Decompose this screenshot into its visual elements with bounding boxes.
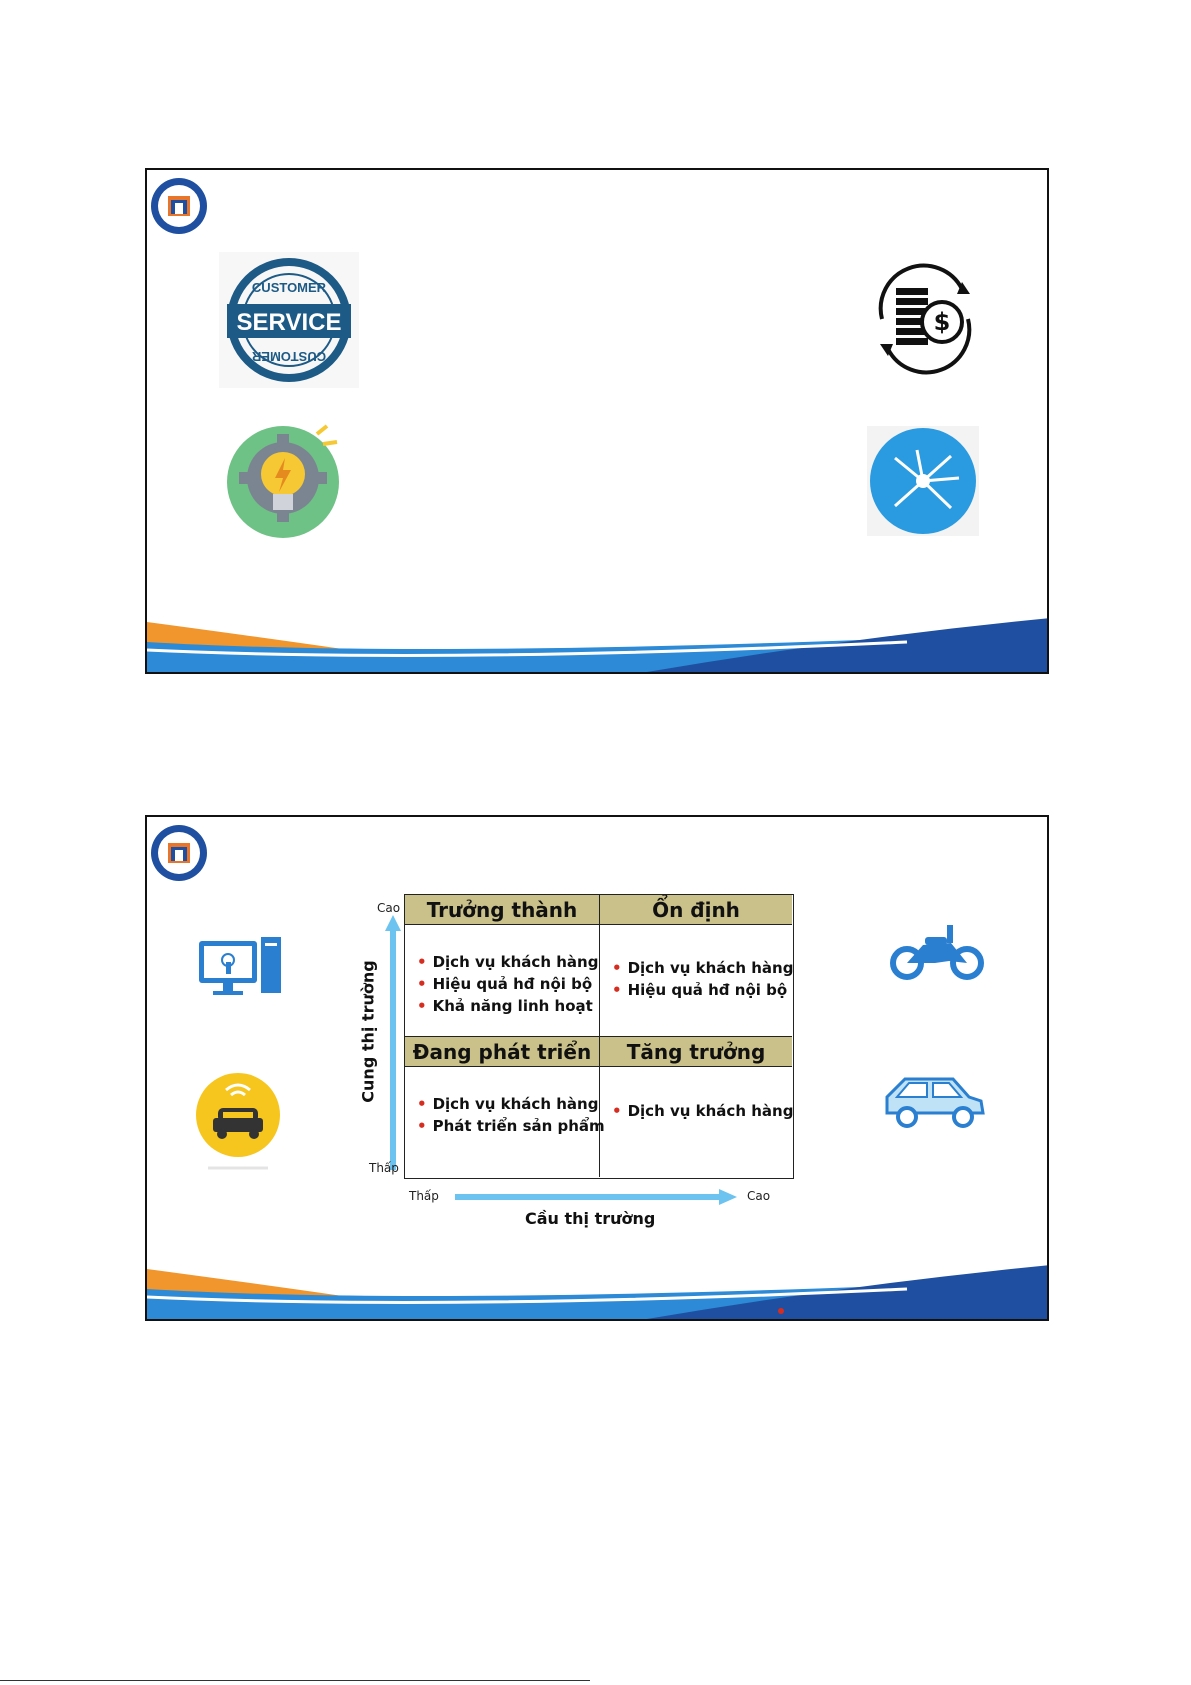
matrix-cell-on-dinh: [600, 895, 792, 1037]
matrix-cell-dang-phat-trien: [405, 1037, 605, 1177]
matrix-cell-tang-truong: [600, 1037, 792, 1177]
cell-list: [417, 951, 598, 1017]
cell-list: [612, 957, 793, 1001]
market-matrix: [404, 894, 794, 1179]
badge-bottom-text: CUSTOMER: [251, 349, 327, 364]
connected-car-icon: [193, 1070, 283, 1170]
customer-service-badge-icon: [219, 252, 359, 388]
university-logo-icon: [149, 176, 209, 236]
svg-text:$: $: [933, 308, 951, 336]
computer-touch-icon: [197, 935, 285, 999]
list-item: • Phát triển sản phẩm: [417, 1115, 605, 1137]
cell-title: Đang phát triển: [405, 1037, 599, 1067]
list-item: • Hiệu quả hđ nội bộ: [612, 979, 793, 1001]
matrix-cell-truong-thanh: [405, 895, 600, 1037]
cell-title: Trưởng thành: [405, 895, 599, 925]
money-exchange-icon: [862, 256, 988, 382]
cell-title: Tăng trưởng: [600, 1037, 792, 1067]
list-item: • Dịch vụ khách hàng: [417, 1093, 605, 1115]
page-bottom-rule: [0, 1680, 590, 1681]
list-item: • Dịch vụ khách hàng: [612, 1100, 793, 1122]
x-axis-low-label: Thấp: [409, 1189, 439, 1203]
x-axis-title: Cầu thị trường: [525, 1209, 656, 1228]
network-arrows-icon: [867, 426, 979, 536]
x-axis-high-label: Cao: [747, 1189, 771, 1203]
list-item: • Dịch vụ khách hàng: [612, 957, 793, 979]
slide-1: [145, 168, 1049, 674]
car-icon: [883, 1073, 987, 1131]
list-item: • Dịch vụ khách hàng: [417, 951, 598, 973]
list-item: • Hiệu quả hđ nội bộ: [417, 973, 598, 995]
y-axis-low-label: Thấp: [369, 1161, 399, 1175]
cell-list: [417, 1093, 605, 1137]
y-axis-title: Cung thị trường: [358, 960, 378, 1103]
motorcycle-icon: [889, 921, 985, 981]
footer-wave-decoration: [147, 602, 1049, 672]
cell-title: Ổn định: [600, 895, 792, 925]
university-logo-icon: [149, 823, 209, 883]
footer-wave-decoration: [147, 1249, 1049, 1319]
y-axis-high-label: Cao: [377, 901, 401, 915]
list-item: • Khả năng linh hoạt: [417, 995, 598, 1017]
y-axis-arrow: [385, 915, 401, 1170]
x-axis-arrow: [455, 1189, 737, 1205]
badge-service-text: SERVICE: [236, 309, 342, 336]
cell-list: [612, 1100, 793, 1122]
slide-2: [145, 815, 1049, 1321]
idea-gear-bulb-icon: [227, 420, 349, 538]
badge-top-text: CUSTOMER: [251, 280, 327, 295]
